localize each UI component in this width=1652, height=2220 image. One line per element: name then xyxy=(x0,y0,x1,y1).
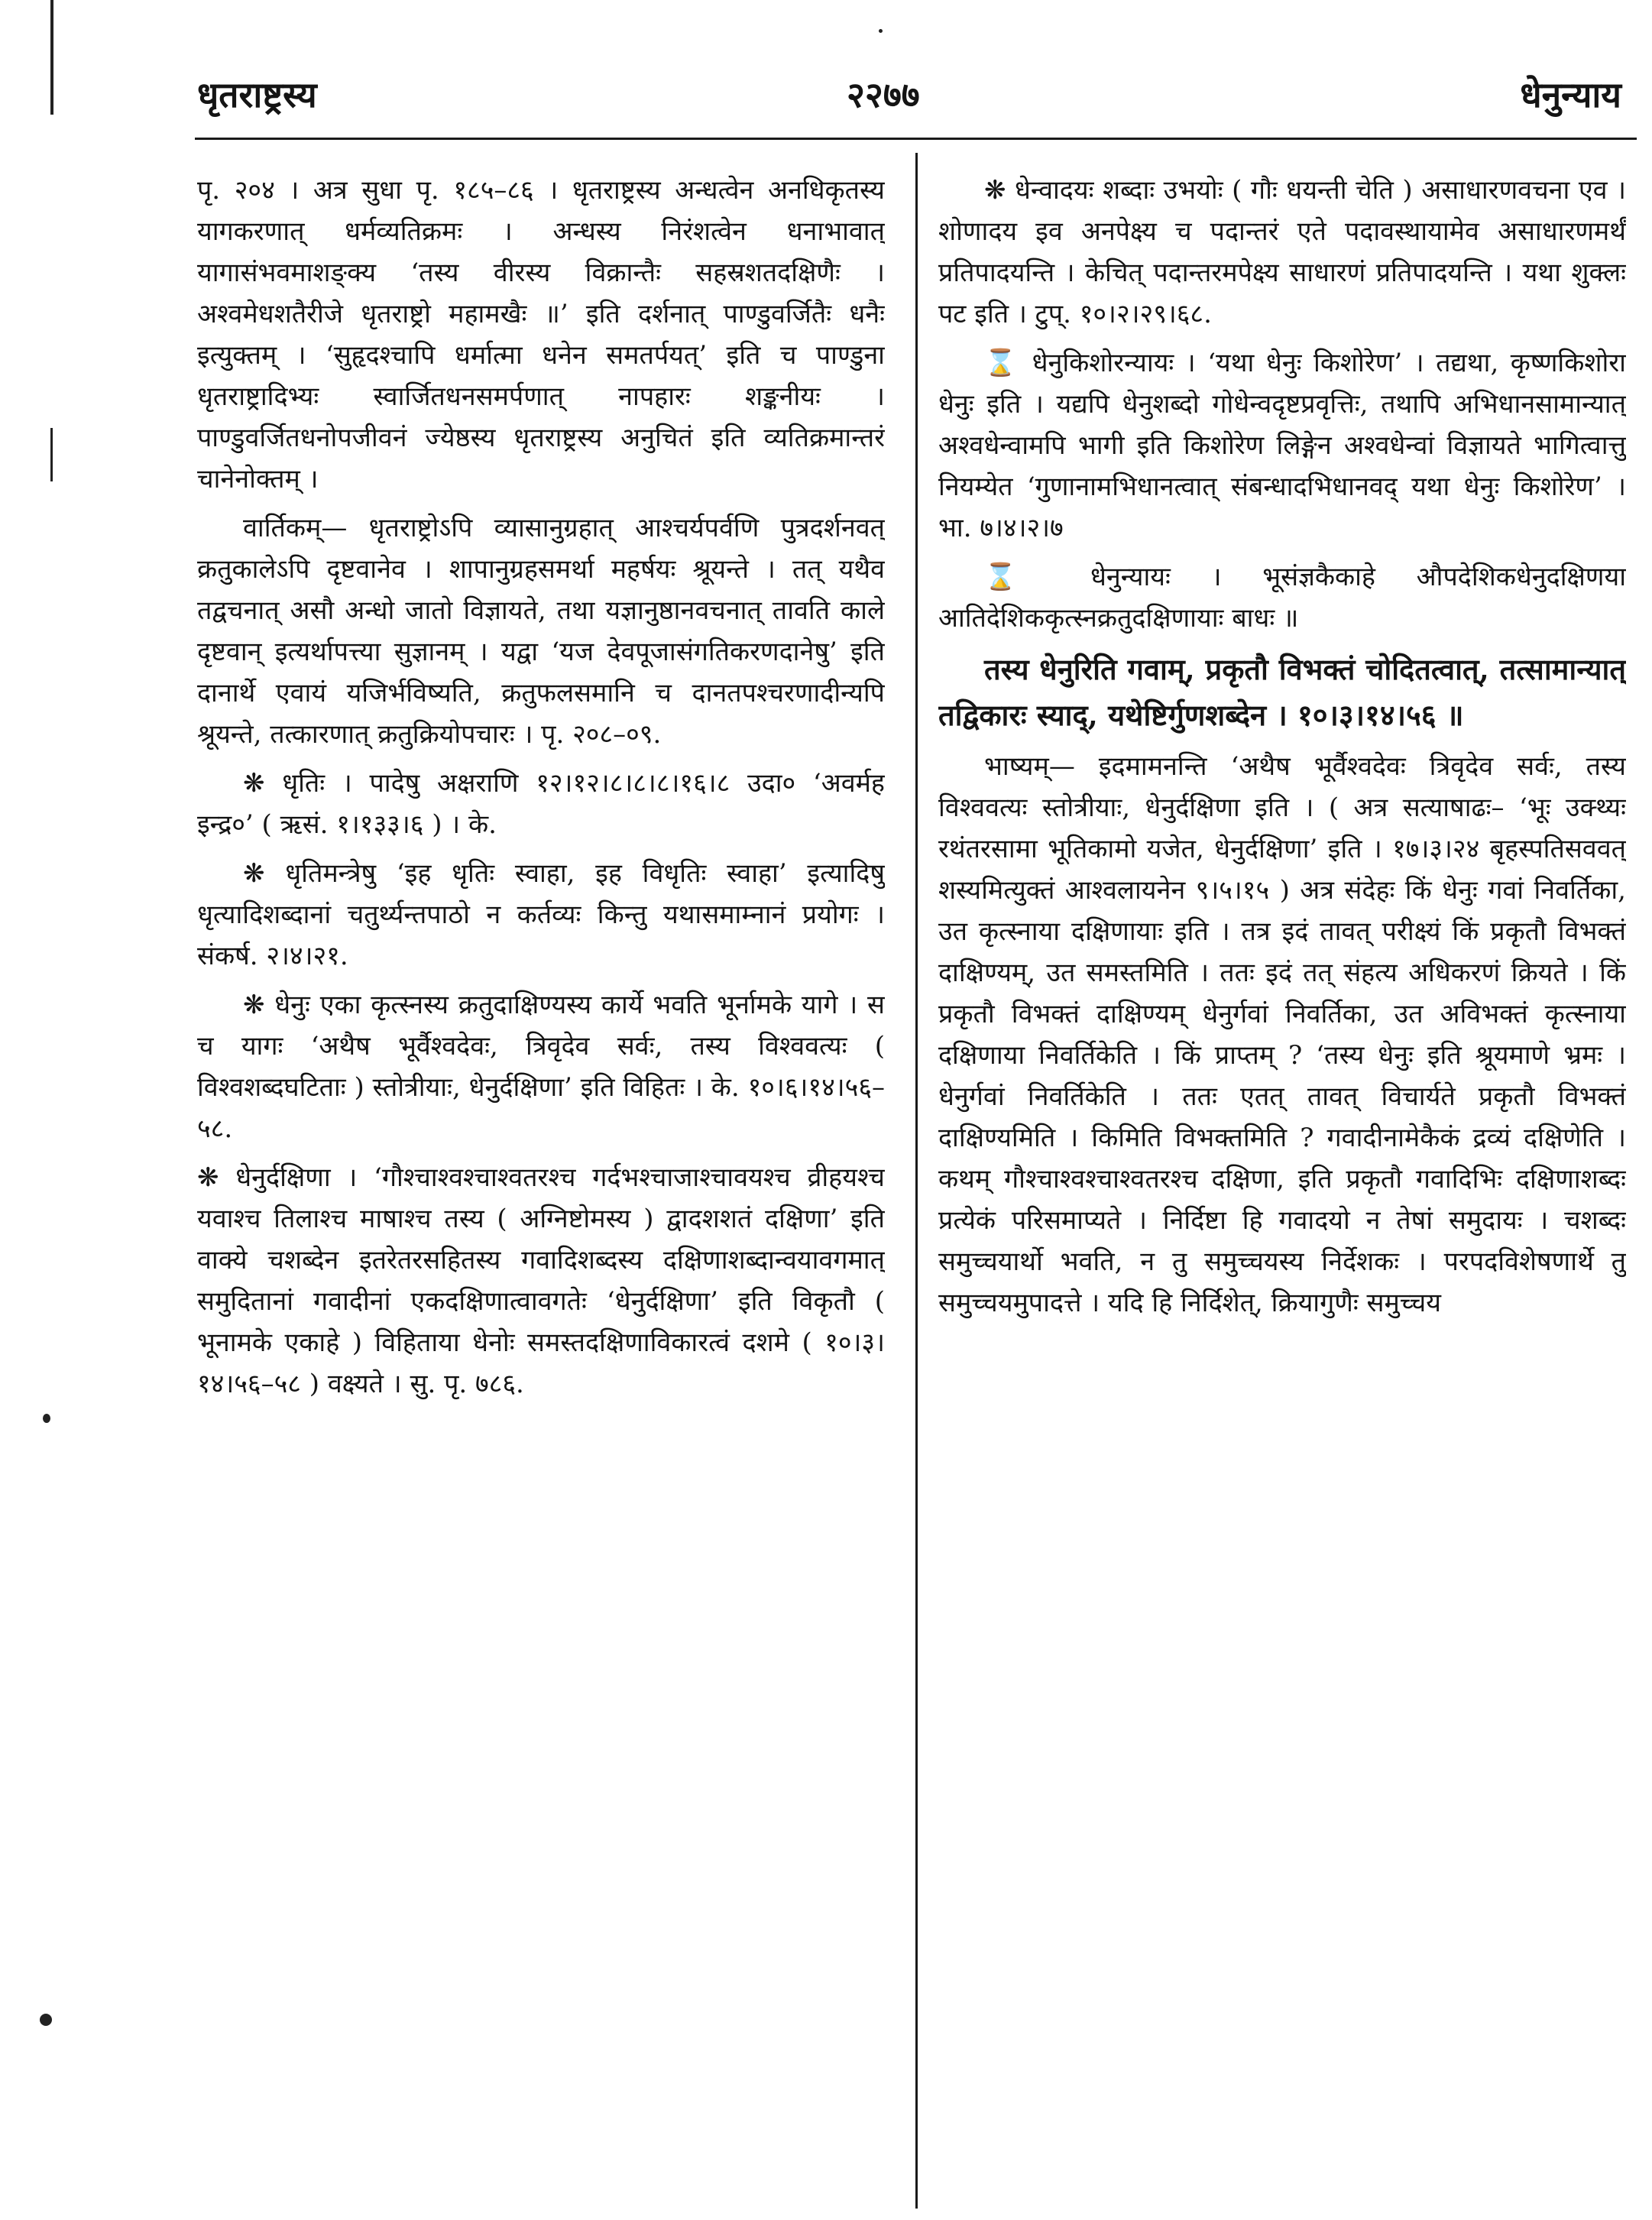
left-column xyxy=(197,170,885,2187)
sutra-text: तस्य धेनुरिति गवाम्, प्रकृतौ विभक्तं चोदितत्वात्, तत्सामान्यात् तद्विकारः स्याद्, यथेष्टिर्गुणशब्देन । १०।३।१४।५६ ॥ xyxy=(938,652,1626,732)
page-header xyxy=(197,70,1621,124)
left-para-1: पृ. २०४ । अत्र सुधा पृ. १८५–८६ । धृतराष्ट्रस्य अन्धत्वेन अनधिकृतस्य यागकरणात् धर्मव्यतिक्रमः । अन्धस्य निरंशत्वेन धनाभावात् यागासंभवमाशङ्क्य ‘तस्य वीरस्य विक्रान्तैः सहस्रशतदक्षिणैः । अश्वमेधशतैरीजे धृतराष्ट्रो महामखैः ॥’ इति दर्शनात् पाण्डुवर्जितैः धनैः इत्युक्तम् । ‘सुहृदश्चापि धर्मात्मा धनेन समतर्पयत्’ इति च पाण्डुना धृतराष्ट्रादिभ्यः स्वार्जितधनसमर्पणात् नापहारः शङ्कनीयः । पाण्डुवर्जितधनोपजीवनं ज्येष्ठस्य धृतराष्ट्रस्य अनुचितं इति व्यतिक्रमान्तरं चानेनोक्तम् । xyxy=(197,175,885,494)
header-rule xyxy=(195,138,1637,140)
binding-mark xyxy=(40,2014,52,2026)
left-para-2: वार्तिकम्— धृतराष्ट्रोऽपि व्यासानुग्रहात् आश्चर्यपर्वणि पुत्रदर्शनवत् क्रतुकालेऽपि दृष्टवानेव । शापानुग्रहसमर्था महर्षयः श्रूयन्ते । तत् यथैव तद्वचनात् असौ अन्धो जातो विज्ञायते, तथा यज्ञानुष्ठानवचनात् तावति काले दृष्टवान् इत्यर्थापत्त्या सुज्ञानम् । यद्वा ‘यज देवपूजासंगतिकरणदानेषु’ इति दानार्थे एवायं यजिर्भविष्यति, क्रतुफलसमानि च दानतपश्चरणादीन्यपि श्रूयन्ते, तत्कारणात् क्रतुक्रियोपचारः । पृ. २०८–०९. xyxy=(197,513,885,750)
page-left-edge-line-lower xyxy=(50,428,53,481)
right-para-3: ⌛ धेनुन्यायः । भूसंज्ञकैकाहे औपदेशिकधेनुदक्षिणया आतिदेशिककृत्स्नक्रतुदक्षिणायाः बाधः ॥ xyxy=(938,562,1626,634)
right-para-5: भाष्यम्— इदमामनन्ति ‘अथैष भूर्वैश्वदेवः त्रिवृदेव सर्वः, तस्य विश्ववत्यः स्तोत्रीयाः, धेनुर्दक्षिणा इति । ( अत्र सत्याषाढः– ‘भूः उक्थ्यः रथंतरसामा भूतिकामो यजेत, धेनुर्दक्षिणा’ इति । १७।३।२४ बृहस्पतिसववत् शस्यमित्युक्तं आश्वलायनेन ९।५।१५ ) अत्र संदेहः किं धेनुः गवां निवर्तिका, उत कृत्स्नाया दक्षिणायाः इति । तत्र इदं तावत् परीक्ष्यं किं प्रकृतौ विभक्तं दाक्षिण्यम्, उत समस्तमिति । ततः इदं तत् संहत्य अधिकरणं क्रियते । किं प्रकृतौ विभक्तं दाक्षिण्यम् धेनुर्गवां निवर्तिका, उत अविभक्तं कृत्स्नाया दक्षिणाया निवर्तिकेति । किं प्राप्तम् ? ‘तस्य धेनुः इति श्रूयमाणे भ्रमः । धेनुर्गवां निवर्तिकेति । ततः एतत् तावत् विचार्यते प्रकृतौ विभक्तं दाक्षिण्यमिति । किमिति विभक्तमिति ? गवादीनामेकैकं द्रव्यं दक्षिणेति । कथम् गौश्चाश्वश्चाश्वतरश्च दक्षिणा, इति प्रकृतौ गवादिभिः दक्षिणाशब्दः प्रत्येकं परिसमाप्यते । निर्दिष्टा हि गवादयो न तेषां समुदायः । चशब्दः समुच्चयार्थो भवति, न तु समुच्चयस्य निर्देशकः । परपदविशेषणार्थे तु समुच्चयमुपादत्ते । यदि हि निर्दिशेत्, क्रियागुणैः समुच्चय xyxy=(938,751,1626,1318)
page-left-edge-line xyxy=(50,0,53,115)
left-para-6: ❋ धेनुर्दक्षिणा । ‘गौश्चाश्वश्चाश्वतरश्च गर्दभश्चाजाश्चावयश्च व्रीहयश्च यवाश्च तिलाश्च माषाश्च तस्य ( अग्निष्टोमस्य ) द्वादशशतं दक्षिणा’ इति वाक्ये चशब्देन इतरेतरसहितस्य गवादिशब्दस्य दक्षिणाशब्दान्वयावगमात् समुदितानां गवादीनां एकदक्षिणात्वावगतेः ‘धेनुर्दक्षिणा’ इति विकृतौ ( भूनामके एकाहे ) विहिताया धेनोः समस्तदक्षिणाविकारत्वं दशमे ( १०।३।१४।५६–५८ ) वक्ष्यते । सु. पृ. ७८६. xyxy=(197,1162,885,1399)
binding-mark xyxy=(879,29,883,33)
right-para-1: ❋ धेन्वादयः शब्दाः उभयोः ( गौः धयन्ती चेति ) असाधारणवचना एव । शोणादय इव अनपेक्ष्य च पदान्तरं एते पदावस्थायामेव असाधारणमर्थं प्रतिपादयन्ति । केचित् पदान्तरमपेक्ष्य साधारणं प्रतिपादयन्ति । यथा शुक्लः पट इति । टुप्. १०।२।२९।६८. xyxy=(938,175,1626,329)
left-para-3: ❋ धृतिः । पादेषु अक्षराणि १२।१२।८।८।८।१६।८ उदा० ‘अवर्मह इन्द्र०’ ( ऋसं. १।१३३।६ ) । के. xyxy=(197,768,885,840)
column-divider xyxy=(915,153,918,2209)
header-right-word: धेनुन्याय xyxy=(1520,74,1621,115)
header-left-word: धृतराष्ट्रस्य xyxy=(197,74,317,115)
left-para-5: ❋ धेनुः एका कृत्स्नस्य क्रतुदाक्षिण्यस्य कार्ये भवति भूर्नामके यागे । स च यागः ‘अथैष भूर्वैश्वदेवः, त्रिवृदेव सर्वः, तस्य विश्ववत्यः ( विश्वशब्दघटिताः ) स्तोत्रीयाः, धेनुर्दक्षिणा’ इति विहितः । के. १०।६।१४।५६–५८. xyxy=(197,990,885,1144)
right-para-2: ⌛ धेनुकिशोरन्यायः । ‘यथा धेनुः किशोरेण’ । तद्यथा, कृष्णकिशोरा धेनुः इति । यद्यपि धेनुशब्दो गोधेन्वदृष्टप्रवृत्तिः, तथापि अभिधानसामान्यात् अश्वधेन्वामपि भागी इति किशोरेण लिङ्गेन अश्वधेन्वां विज्ञायते भागित्वात्तु नियम्येत ‘गुणानामभिधानत्वात् संबन्धादभिधानवद् यथा धेनुः किशोरेण’ । भा. ७।४।२।७ xyxy=(938,348,1626,543)
right-column xyxy=(938,170,1626,2202)
page-number: २२७७ xyxy=(847,74,920,115)
left-para-4: ❋ धृतिमन्त्रेषु ‘इह धृतिः स्वाहा, इह विधृतिः स्वाहा’ इत्यादिषु धृत्यादिशब्दानां चतुर्थ्यन्तपाठो न कर्तव्यः किन्तु यथासमाम्नानं प्रयोगः । संकर्ष. २।४।२१. xyxy=(197,858,885,971)
binding-mark xyxy=(43,1414,50,1423)
